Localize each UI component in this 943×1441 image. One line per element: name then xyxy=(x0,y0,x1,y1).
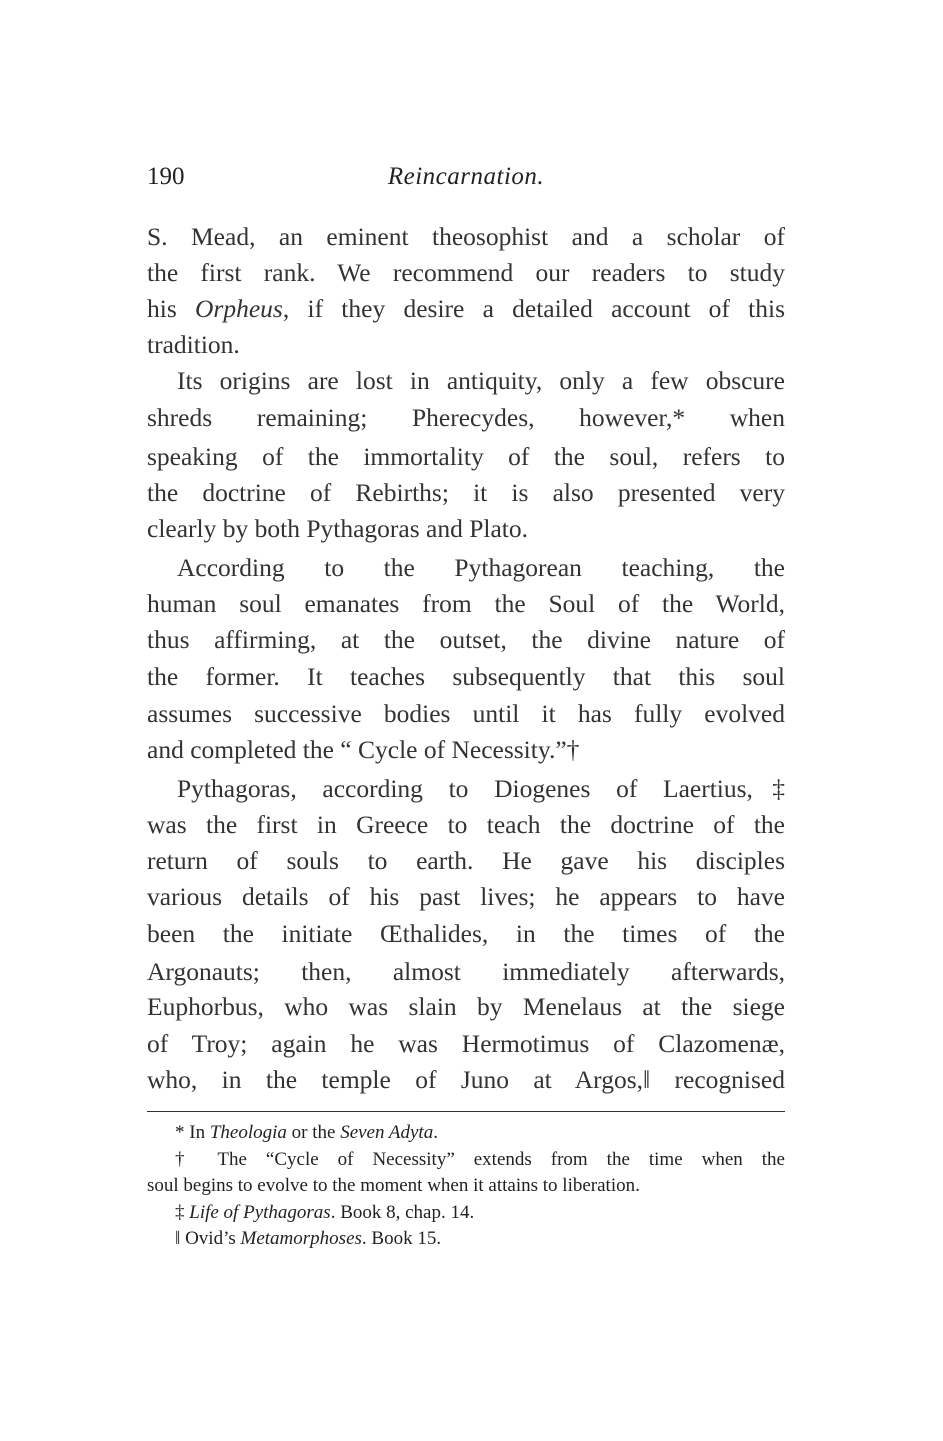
text-line xyxy=(147,957,785,987)
text-line xyxy=(147,882,785,912)
text-segment: ‡ xyxy=(175,1202,190,1223)
text-segment: , if they desire a detailed account of this xyxy=(282,294,785,323)
text-segment: was the first in Greece to teach the doctrine of the xyxy=(147,810,785,839)
text-segment: human soul emanates from the Soul of the World, xyxy=(147,589,785,618)
text-segment: and completed the “ Cycle of Necessity.”† xyxy=(147,735,580,764)
running-title: Reincarnation. xyxy=(387,163,545,190)
text-line xyxy=(177,774,785,804)
text-segment: the doctrine of Rebirths; it is also presented very xyxy=(147,478,785,507)
italic-title: Seven Adyta xyxy=(340,1122,434,1143)
text-line xyxy=(147,662,785,692)
text-segment: . xyxy=(433,1122,438,1143)
text-line xyxy=(147,442,785,472)
text-line xyxy=(147,625,785,655)
text-segment: soul begins to evolve to the moment when it attains to liberation. xyxy=(147,1175,640,1196)
text-segment: Euphorbus, who was slain by Menelaus at the siege xyxy=(147,992,785,1021)
footnote-line xyxy=(175,1202,785,1224)
footnote-line xyxy=(175,1228,785,1250)
text-line xyxy=(147,258,785,288)
text-segment: the former. It teaches subsequently that this soul xyxy=(147,662,785,691)
text-segment: . Book 8, chap. 14. xyxy=(330,1202,475,1223)
text-line xyxy=(147,919,785,949)
text-segment: thus affirming, at the outset, the divine nature of xyxy=(147,625,785,654)
text-segment: been the initiate Œthalides, in the times of the xyxy=(147,919,785,948)
text-segment: According to the Pythagorean teaching, the xyxy=(177,553,785,582)
italic-title: Metamorphoses xyxy=(240,1228,362,1249)
text-segment: return of souls to earth. He gave his disciples xyxy=(147,846,785,875)
text-segment: the first rank. We recommend our readers to study xyxy=(147,258,785,287)
text-segment: clearly by both Pythagoras and Plato. xyxy=(147,514,529,543)
footnote-line xyxy=(175,1122,785,1144)
text-segment: ‖ Ovid’s xyxy=(175,1228,241,1249)
text-segment: of Troy; again he was Hermotimus of Clazomenæ, xyxy=(147,1029,785,1058)
running-header xyxy=(147,163,785,197)
text-segment: † The “Cycle of Necessity” extends from the time when the xyxy=(175,1149,785,1170)
page-number: 190 xyxy=(147,163,185,190)
text-segment: * In xyxy=(175,1122,210,1143)
text-line xyxy=(147,222,785,252)
text-line xyxy=(147,403,785,433)
text-line xyxy=(147,294,785,324)
text-segment: tradition. xyxy=(147,330,240,359)
text-line xyxy=(147,699,785,729)
text-segment: his xyxy=(147,294,196,323)
text-line xyxy=(147,1029,785,1059)
text-segment: who, in the temple of Juno at Argos,‖ recognised xyxy=(147,1065,785,1094)
text-line xyxy=(177,553,785,583)
text-line xyxy=(177,366,785,396)
text-segment: various details of his past lives; he appears to have xyxy=(147,882,785,911)
text-segment: Pythagoras, according to Diogenes of Laertius,‡ xyxy=(177,774,785,803)
text-line xyxy=(147,810,785,840)
text-line xyxy=(147,514,785,544)
text-line xyxy=(147,992,785,1022)
italic-title: Theologia xyxy=(209,1122,287,1143)
text-line xyxy=(147,330,785,360)
italic-title: Life of Pythagoras xyxy=(189,1202,331,1223)
footnote-line xyxy=(147,1175,785,1197)
text-line xyxy=(147,846,785,876)
text-segment: speaking of the immortality of the soul, refers to xyxy=(147,442,785,471)
text-line xyxy=(147,589,785,619)
text-line xyxy=(147,735,785,765)
text-segment: S. Mead, an eminent theosophist and a scholar of xyxy=(147,222,785,251)
footnote-rule xyxy=(147,1111,785,1112)
text-segment: shreds remaining; Pherecydes, however,* when xyxy=(147,403,785,432)
text-segment: Its origins are lost in antiquity, only a few obscure xyxy=(177,366,785,395)
text-line xyxy=(147,1065,785,1095)
text-segment: or the xyxy=(286,1122,341,1143)
text-segment: assumes successive bodies until it has fully evolved xyxy=(147,699,785,728)
footnote-line xyxy=(175,1149,785,1171)
italic-title: Orpheus xyxy=(195,294,283,323)
text-segment: Argonauts; then, almost immediately afterwards, xyxy=(147,957,785,986)
text-segment: . Book 15. xyxy=(361,1228,442,1249)
text-line xyxy=(147,478,785,508)
